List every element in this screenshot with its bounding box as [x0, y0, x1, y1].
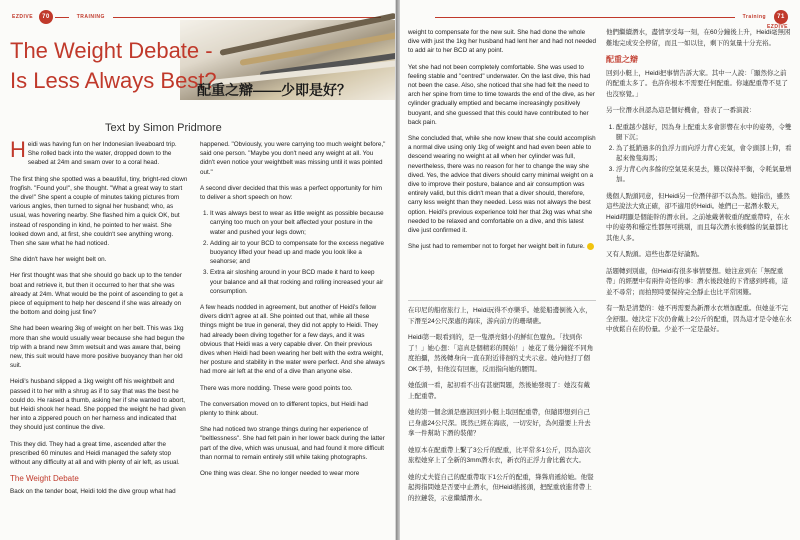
list-item: 2. Adding air to your BCD to compensate for the excess negative buoyancy lifted your head up and made you look like a seahorse; and [210, 239, 386, 267]
paragraph: 回到小艇上，Heidi把事情告訴大家。其中一人說：「顯然你之前的配重太多了。也許你根本不需要任何配重。你連配重帶不見了也沒察覺。」 [606, 69, 788, 98]
paragraph: weight to compensate for the new suit. She had done the whole dive with just the 1kg her husband had lent her and had not needed to add air to her BCD at any point. [408, 29, 596, 55]
header-rule [435, 17, 735, 18]
list-item: 3. 浮力背心內多餘的空氣晃來晃去，難以保持平衡，令耗氣量增加。 [616, 165, 792, 186]
article-title-block [0, 30, 396, 134]
paragraph: 在印尼的船宿旅行上，Heidi玩得不亦樂乎。她從船邊倒後入水，下潛至24公尺深處的海床，游向前方的珊瑚礁。 [408, 307, 592, 325]
paragraph: A second diver decided that this was a perfect opportunity for him to deliver a short speech on how: [200, 184, 383, 202]
right-page [400, 0, 800, 540]
smile-icon [587, 243, 594, 250]
paragraph: happened. "Obviously, you were carrying too much weight before," said one person. "Maybe you don't need any weight at all. You didn't even notice your weightbelt was missing until it was pointed out." [200, 141, 386, 176]
right-page-header [408, 10, 788, 30]
paragraph: 她原本在配重帶上繫了3公斤的配重，比平常多1公斤，因為這次旅程她穿上了全新的3mm潛水衣，新衣的正浮力會比舊衣大。 [408, 446, 591, 464]
numbered-list [210, 209, 386, 296]
paragraph: The conversation moved on to different topics, but Heidi had plenty to think about. [200, 400, 368, 418]
left-column-2 [200, 140, 386, 485]
paragraph: There was more nodding. These were good points too. [200, 384, 353, 392]
magazine-logo: EZDIVE [766, 24, 788, 30]
drop-cap: H [10, 137, 26, 162]
paragraph: 幾個人點頭同意，但Heidi另一位潛伴卻不以為然。她指出，雖然這些說法大致正確，卻不適用於Heidi。她們已一起潛水數天，Heidi明顯是個能幹的潛水員。之前她戴著較重的配重帶時，在水中的姿勢和穩定性都無可挑剔，而且每次潛水後剩餘的氣量都比其他人多。 [606, 192, 790, 242]
section-label: TRAINING [76, 14, 105, 20]
paragraph: 另一位潛水員認為這是個好機會，發表了一番演說： [606, 107, 756, 114]
paragraph: 她的丈夫從自己的配重帶取下1公斤的配重，聳聳肩遞給她。他豎起拇指問她是否要中止潛水，但Heidi搖搖頭，把配重放進背帶上的拉鏈袋，示意繼續潛水。 [408, 473, 594, 502]
paragraph: She concluded that, while she now knew that she could accomplish a normal dive using only 1kg of weight and had even been able to descend wearing no weight at all when her cylinder was full, nevertheless, there was no reason for her to change the way she dived. Yes, the advice that divers should carry minimal weight on a dive to improve their posture, balance and air consumption was entirely valid, but this didn't mean that a diver should, therefore, carry less weight than they needed. Less was not always the best option. Heidi's previous experience told her that 2kg was what she needed to be relaxed and comfortable on a dive, and this latest dive just confirmed it. [408, 135, 596, 235]
paragraph: She had noticed two strange things during her experience of "beltlessness". She had felt pain in her lower back during the latter part of the dive, which was unusual, and had found it more difficult than normal to remain entirely still while taking photographs. [200, 426, 385, 461]
paragraph: She had been wearing 3kg of weight on her belt. This was 1kg more than she would usually wear because she had begun the trip with a brand new 3mm wetsuit and was aware that, being new, this suit would have more positive buoyancy than her old suit. [10, 325, 185, 370]
list-item: 3. Extra air sloshing around in your BCD made it hard to keep your balance and all that rocking and rolling increased your air consumption. [210, 268, 386, 296]
subheading: The Weight Debate [10, 474, 79, 484]
paragraph: Heidi was having fun on her Indonesian liveaboard trip. She rolled back into the water, dropped down to the seabed at 24m and swam over to a coral head. [10, 137, 177, 167]
paragraph: She didn't have her weight belt on. [10, 256, 107, 264]
paragraph: 有一點是清楚的：她不再需要為新潛水衣增加配重。但她並不完全舒服。她決定下次仍會戴上2公斤的配重，因為這才是令她在水中放鬆自在的份量。少並不一定是最好。 [606, 305, 792, 333]
magazine-logo: EZDIVE [12, 14, 34, 20]
paragraph: Her first thought was that she should go back up to the tender boat and retrieve it, but then it occurred to her that she was already at 24m. What would be the point of ascending to get a piece of equipment to help her descend if she was already on the bottom and doing just fine? [10, 272, 183, 317]
subheading: 配重之辯 [606, 55, 638, 64]
article-title-line1: The Weight Debate - [10, 38, 213, 63]
list-item: 2. 為了抵銷過多的負浮力而向浮力背心充氣，會令頭部上仰，看起來像隻海馬； [616, 144, 792, 165]
paragraph: 他們繼續潛水，盡情享受每一刻，在60分鐘後上升，Heidi毫無困難地完成安全停留，而且一如以往，剩下的氣量十分充裕。 [606, 29, 791, 47]
left-column-1 [10, 137, 188, 503]
paragraph: 話題轉到別處，但Heidi有很多事情要想。她注意到在「無配重帶」的經歷中有兩件奇怪的事：潛水後段她的下背感到疼痛，這並不尋常；而拍照時要保持完全靜止也比平常困難。 [606, 267, 788, 296]
article-title-chinese: 配重之辯——少即是好？ [197, 82, 351, 98]
page-number: 71 [774, 10, 788, 24]
page-number: 70 [39, 10, 53, 24]
paragraph: 她的第一個念頭是應該回到小艇上取回配重帶，但隨即想到自己已身處24公尺深。既然已經在海底，一切安好，為何還要上升去拿一件幫助下潛的裝備？ [408, 409, 591, 437]
paragraph: Heidi第一眼看到的，是一隻漂亮細小的鮮紅色躄魚。「找到你了！」她心想：「這真是個精彩的開始！」她花了幾分鐘從不同角度拍攝，然後轉身向一直在附近徘徊的丈夫示意。她向他打了個OK手勢，但他沒有回應，反而指向她的腰間。 [408, 334, 594, 373]
left-page [0, 0, 396, 540]
right-column-english [408, 28, 596, 258]
paragraph: Yet she had not been completely comfortable. She was used to feeling stable and "centred" underwater. On the last dive, this had not been the case. Also, she noticed that she had felt the need to arch her spine from time to time towards the end of the dive, as her cylinder gradually emptied and became increasingly positively buoyant, and she guessed that this could have contributed to her back pain. [408, 63, 595, 126]
paragraph: She just had to remember not to forget her weight belt in future. [408, 242, 596, 251]
byline: Text by Simon Pridmore [105, 122, 222, 134]
column-divider [408, 300, 596, 301]
paragraph: This they did. They had a great time, ascended after the prescribed 60 minutes and Heidi managed the safety stop without any difficulty at all and with plenty of air left, as usual. [10, 440, 180, 467]
article-title-line2: Is Less Always Best? [10, 68, 217, 93]
paragraph: The first thing she spotted was a beautiful, tiny, bright-red clown frogfish. "Found you!", she thought. "What a great way to start the dive!" She spent a couple of minutes taking pictures from various angles, then turned to signal her husband; who, as usual, was hovering nearby. She flashed him a quick OK, but instead of responding in kind, he pointed to her waist. She looked down and, at first, she couldn't see anything wrong. Then she saw what he had noticed. [10, 175, 188, 248]
numbered-list [616, 123, 792, 186]
paragraph: Heidi's husband slipped a 1kg weight off his weightbelt and passed it to her with a shrug as if to say that was the best he could do. He raised a thumb, asking her if she wanted to abort, but Heidi shook her head. She popped the weight he had given her into a zippered pouch on her harness and indicated that they should just continue the dive. [10, 378, 186, 432]
paragraph: A few heads nodded in agreement, but another of Heidi's fellow divers didn't agree at all. She pointed out that, while all these things might be true in general, they did not apply to Heidi. They had already been diving together for a few days, and it was obvious that Heidi was a very capable diver. On their previous dives when Heidi had been wearing her belt with the extra weight, her posture and stability in the water were perfect. And she always had more air left at the end of a dive than anyone else. [200, 304, 385, 376]
paragraph: Back on the tender boat, Heidi told the dive group what had [10, 487, 176, 495]
header-rule [55, 17, 69, 18]
chinese-column-left [408, 306, 596, 510]
header-rule [113, 17, 381, 18]
paragraph: One thing was clear. She no longer needed to wear more [200, 470, 360, 478]
list-item: 1. It was always best to wear as little weight as possible because carrying too much on your belt affected your posture in the water and pushed your legs down; [210, 209, 386, 237]
chinese-column-right [606, 28, 792, 342]
list-item: 1. 配重越少越好，因為身上配重太多會影響在水中的姿勢，令雙腿下沉； [616, 123, 792, 144]
paragraph: 她低頭一看，起初看不出有甚麼問題，然後她發現了：她沒有戴上配重帶。 [408, 382, 590, 400]
paragraph: 又有人點頭。這些也都是好論點。 [606, 251, 704, 258]
section-label: Training [742, 14, 767, 20]
